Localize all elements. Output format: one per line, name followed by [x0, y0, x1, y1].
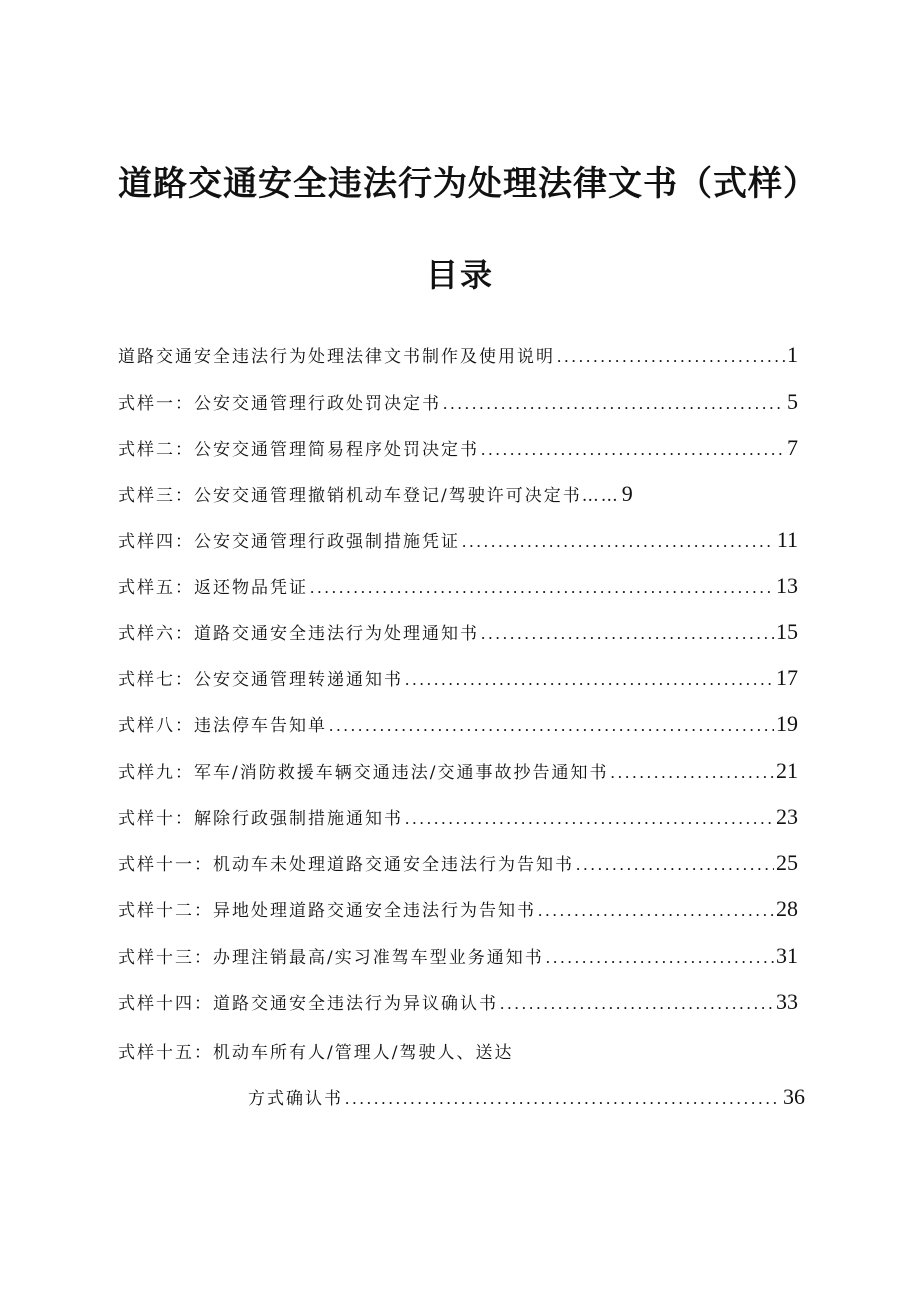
toc-page-number: 7 [787, 435, 798, 460]
toc-heading: 目录 [425, 256, 494, 294]
toc-entry-label: 式样四：公安交通管理行政强制措施凭证 [118, 532, 460, 552]
toc-dot-leader [610, 763, 774, 783]
toc-dot-leader [329, 716, 774, 736]
toc-entry[interactable] [118, 758, 798, 788]
toc-entry-label: 式样六：道路交通安全违法行为处理通知书 [118, 624, 479, 644]
toc-entry[interactable] [118, 573, 798, 603]
toc-dot-leader [538, 901, 774, 921]
toc-entry-label: 式样三：公安交通管理撤销机动车登记/驾驶许可决定书…… [118, 486, 620, 506]
toc-entry-label: 道路交通安全违法行为处理法律文书制作及使用说明 [118, 347, 555, 367]
toc-entry[interactable] [118, 619, 798, 649]
toc-page-number: 5 [787, 389, 798, 414]
toc-entry-label: 式样七：公安交通管理转递通知书 [118, 670, 403, 690]
toc-dot-leader [345, 1089, 781, 1109]
toc-entry-label: 式样五：返还物品凭证 [118, 578, 308, 598]
toc-entry[interactable] [118, 850, 798, 880]
toc-entry[interactable] [118, 711, 798, 741]
toc-entry-label: 式样二：公安交通管理简易程序处罚决定书 [118, 440, 479, 460]
toc-page-number: 36 [783, 1084, 805, 1109]
toc-entry-label: 式样十一：机动车未处理道路交通安全违法行为告知书 [118, 855, 574, 875]
toc-entry-label: 式样八：违法停车告知单 [118, 716, 327, 736]
toc-page-number: 21 [776, 758, 798, 783]
toc-entry-label: 式样九：军车/消防救援车辆交通违法/交通事故抄告通知书 [118, 763, 609, 783]
toc-entry[interactable] [118, 1038, 798, 1068]
toc-entry[interactable] [118, 665, 798, 695]
toc-dot-leader [546, 948, 774, 968]
toc-entry-label: 式样十三：办理注销最高/实习准驾车型业务通知书 [118, 948, 544, 968]
toc-entry[interactable] [118, 896, 798, 926]
toc-entry-continuation[interactable] [248, 1084, 805, 1114]
document-title: 道路交通安全违法行为处理法律文书（式样） [118, 164, 818, 204]
toc-page-number: 31 [776, 943, 798, 968]
toc-dot-leader [576, 855, 774, 875]
toc-entry-label: 式样一：公安交通管理行政处罚决定书 [118, 394, 441, 414]
toc-page-number: 1 [787, 342, 798, 367]
toc-entry-label: 式样十四：道路交通安全违法行为异议确认书 [118, 994, 498, 1014]
toc-dot-leader [405, 670, 774, 690]
toc-entry-label: 式样十二：异地处理道路交通安全违法行为告知书 [118, 901, 536, 921]
toc-entry-label: 式样十：解除行政强制措施通知书 [118, 809, 403, 829]
toc-dot-leader [443, 394, 785, 414]
toc-page-number: 25 [776, 850, 798, 875]
toc-entry-label: 方式确认书 [248, 1089, 343, 1109]
toc-page-number: 23 [776, 804, 798, 829]
toc-entry[interactable] [118, 989, 798, 1019]
toc-page-number: 11 [776, 527, 798, 552]
toc-page-number: 9 [621, 481, 633, 506]
toc-entry-label: 式样十五：机动车所有人/管理人/驾驶人、送达 [118, 1043, 514, 1063]
toc-entry[interactable] [118, 342, 798, 372]
toc-entry[interactable] [118, 943, 798, 973]
toc-dot-leader [481, 440, 785, 460]
toc-dot-leader [557, 347, 785, 367]
toc-dot-leader [481, 624, 774, 644]
toc-entry[interactable] [118, 389, 798, 419]
toc-dot-leader [405, 809, 774, 829]
toc-page-number: 13 [776, 573, 798, 598]
toc-entry[interactable] [118, 804, 798, 834]
toc-page-number: 17 [776, 665, 798, 690]
toc-page-number: 19 [776, 711, 798, 736]
toc-page-number: 33 [776, 989, 798, 1014]
toc-dot-leader [310, 578, 774, 598]
toc-dot-leader [462, 532, 775, 552]
toc-page-number: 28 [776, 896, 798, 921]
toc-page-number: 15 [776, 619, 798, 644]
toc-entry[interactable] [118, 527, 798, 557]
toc-entry[interactable] [118, 481, 798, 511]
toc-entry[interactable] [118, 435, 798, 465]
toc-dot-leader [500, 994, 774, 1014]
